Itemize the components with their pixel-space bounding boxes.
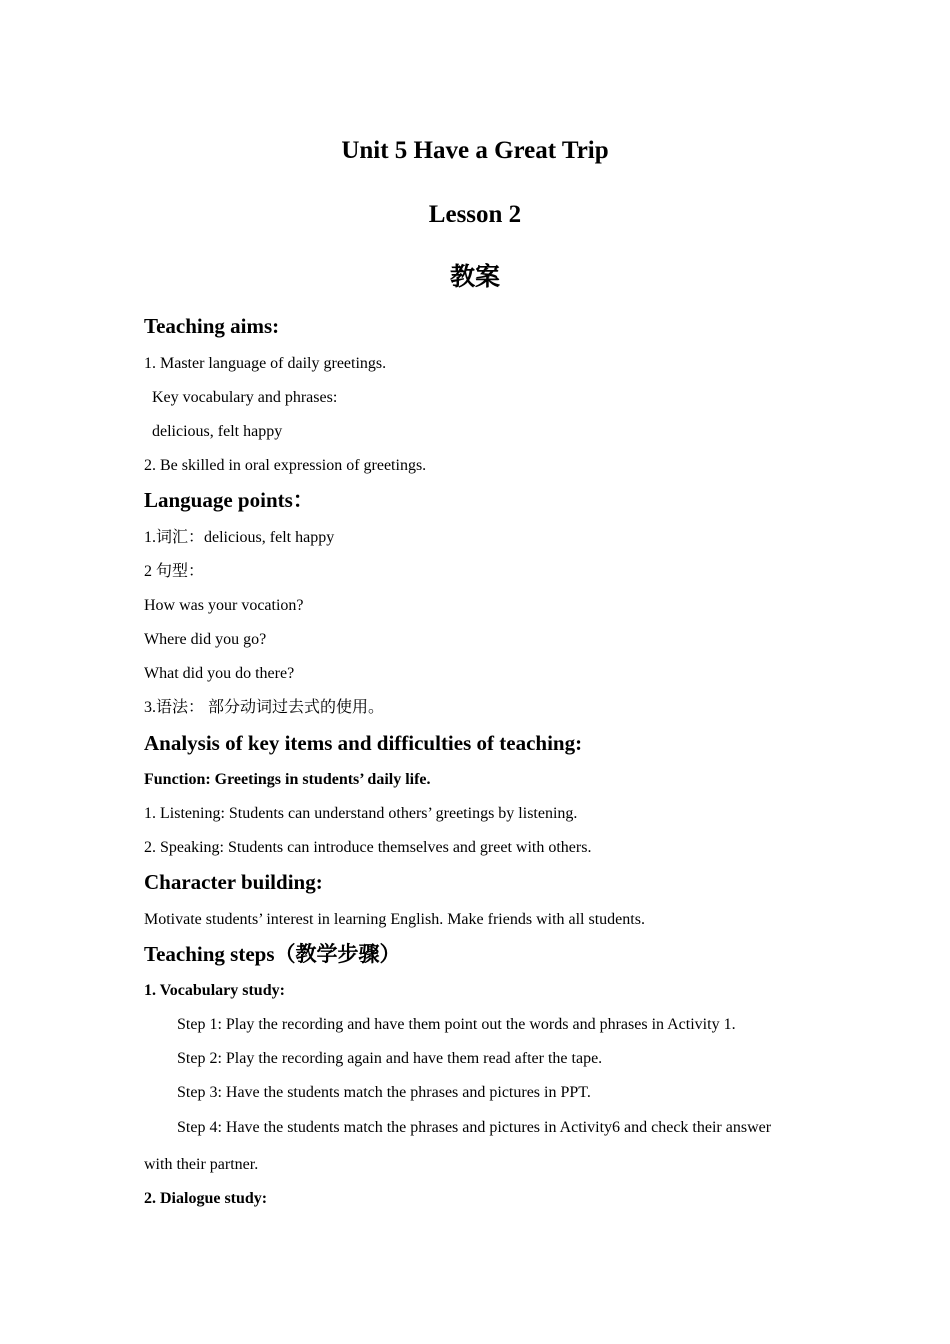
analysis-function: Function: Greetings in students’ daily life.	[144, 771, 431, 788]
lp-grammar: 3.语法： 部分动词过去式的使用。	[144, 699, 385, 716]
lp-vocab: 1.词汇：delicious, felt happy	[144, 529, 335, 546]
vocab-study-heading: 1. Vocabulary study:	[144, 982, 285, 999]
step-1: Step 1: Play the recording and have them point out the words and phrases in Activity 1.	[177, 1016, 736, 1033]
lp-sentence-3: What did you do there?	[144, 665, 295, 682]
step-3: Step 3: Have the students match the phrases and pictures in PPT.	[177, 1084, 591, 1101]
steps-heading: Teaching steps（教学步骤）	[144, 942, 401, 966]
analysis-listening: 1. Listening: Students can understand others’ greetings by listening.	[144, 805, 578, 822]
analysis-heading: Analysis of key items and difficulties of teaching:	[144, 731, 583, 755]
doc-type-title: 教案	[449, 264, 500, 291]
vocab-list: delicious, felt happy	[152, 423, 283, 440]
vocab-label: Key vocabulary and phrases:	[152, 389, 338, 406]
lp-sentence-label: 2 句型：	[144, 563, 205, 580]
step-2: Step 2: Play the recording again and have them read after the tape.	[177, 1050, 603, 1067]
character-heading: Character building:	[144, 870, 323, 894]
lp-sentence-2: Where did you go?	[144, 631, 267, 648]
document-title: Unit 5 Have a Great Trip	[341, 137, 609, 164]
lesson-title: Lesson 2	[428, 201, 522, 228]
analysis-speaking: 2. Speaking: Students can introduce themselves and greet with others.	[144, 839, 592, 856]
step-4-line-1: Step 4: Have the students match the phrases and pictures in Activity6 and check their answer	[177, 1119, 772, 1136]
lp-sentence-1: How was your vocation?	[144, 597, 304, 614]
aim-item-1: 1. Master language of daily greetings.	[144, 355, 387, 372]
step-4-line-2: with their partner.	[144, 1156, 259, 1173]
character-text: Motivate students’ interest in learning English. Make friends with all students.	[144, 911, 645, 928]
teaching-aims-heading: Teaching aims:	[144, 314, 280, 338]
language-points-heading: Language points：	[144, 488, 314, 512]
dialogue-study-heading: 2. Dialogue study:	[144, 1190, 268, 1207]
aim-item-2: 2. Be skilled in oral expression of greetings.	[144, 457, 427, 474]
